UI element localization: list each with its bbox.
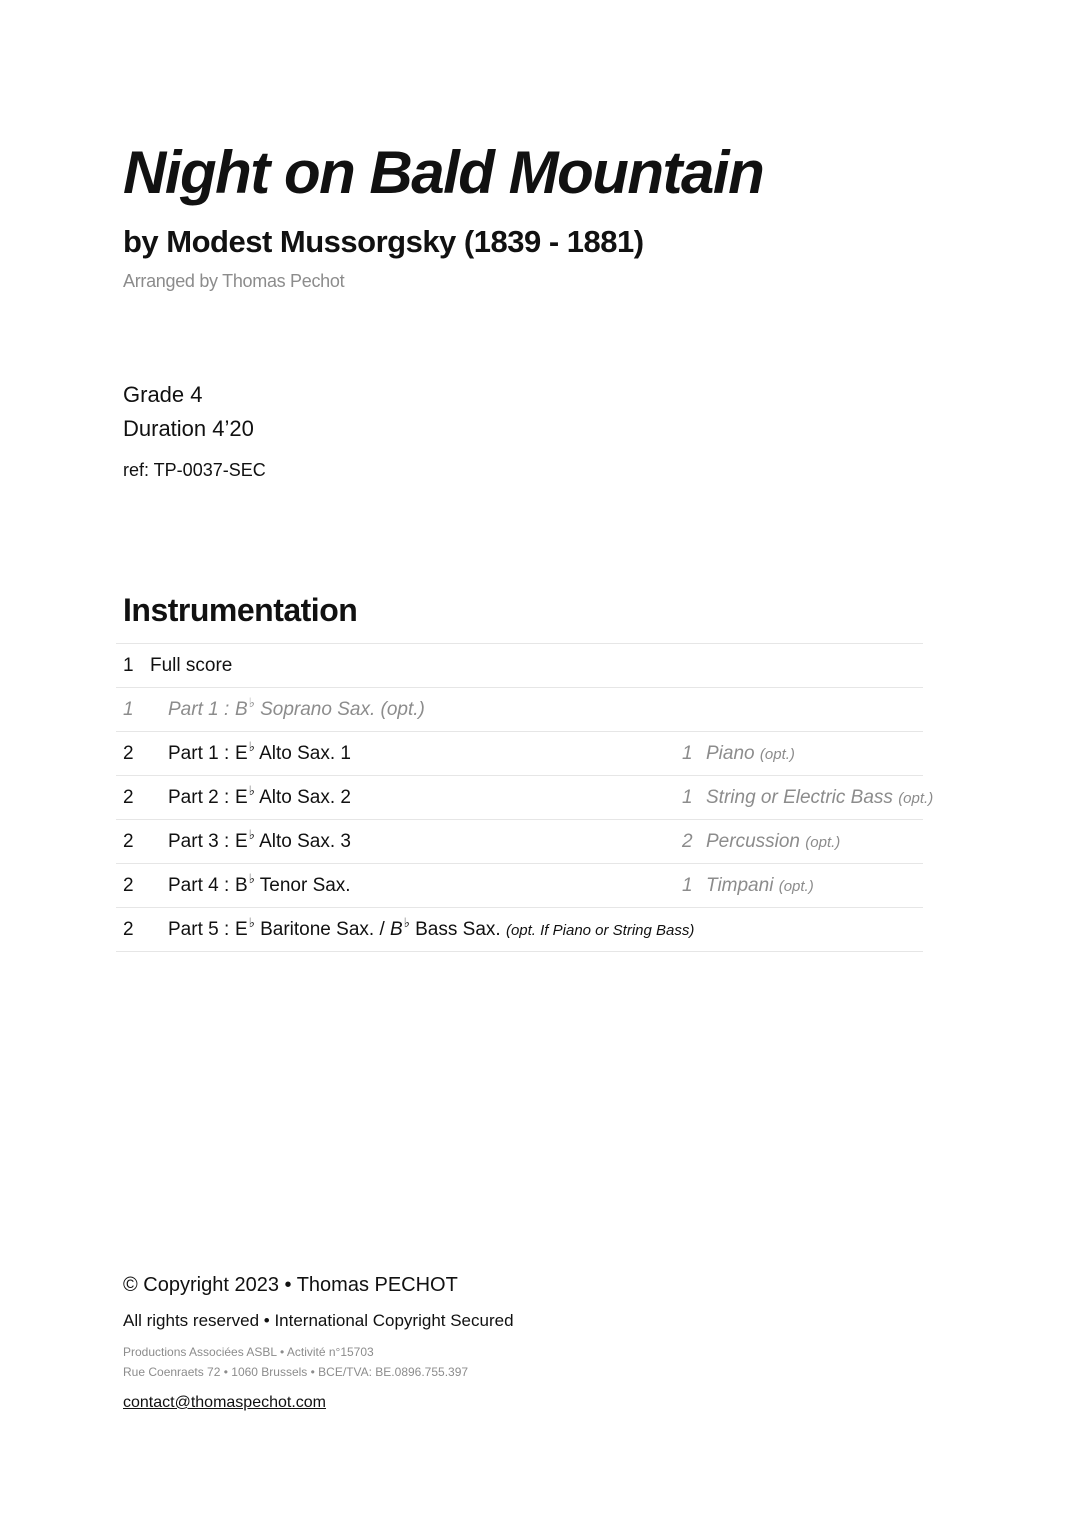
flat-symbol: ♭ <box>248 827 255 842</box>
row-quantity: 1 <box>123 699 134 720</box>
row-instrument <box>235 688 425 732</box>
right-instrument-name: String or Electric Bass <box>706 787 893 808</box>
right-instrument-name: Timpani <box>706 875 774 896</box>
duration-text: Duration 4’20 <box>123 416 254 441</box>
key-letter: B <box>235 699 248 720</box>
table-row <box>116 688 923 732</box>
optional-note: (opt.) <box>778 878 814 895</box>
flat-symbol: ♭ <box>248 783 255 798</box>
row-part: Part 5 : <box>168 919 230 940</box>
table-row <box>116 908 923 952</box>
rights-line: All rights reserved • International Copyright Secured <box>123 1311 514 1330</box>
flat-symbol: ♭ <box>248 739 255 754</box>
right-instrument-name: Piano <box>706 743 755 764</box>
optional-note: (opt.) <box>898 790 934 807</box>
row-part: Part 1 : <box>168 699 230 720</box>
instrument-name: Soprano Sax. (opt.) <box>260 699 425 720</box>
right-quantity: 2 <box>682 831 693 852</box>
publisher-line: Productions Associées ASBL • Activité n°15703 <box>123 1345 374 1359</box>
row-instrument <box>235 820 351 864</box>
row-quantity: 2 <box>123 875 134 896</box>
flat-symbol: ♭ <box>248 915 255 930</box>
row-part: Part 4 : <box>168 875 230 896</box>
right-quantity: 1 <box>682 875 693 896</box>
copyright-line: © Copyright 2023 • Thomas PECHOT <box>123 1274 458 1296</box>
right-instrument <box>706 864 814 908</box>
row-part: Part 2 : <box>168 787 230 808</box>
row-part: Part 1 : <box>168 743 230 764</box>
flat-symbol: ♭ <box>248 695 255 710</box>
page-title: Night on Bald Mountain <box>123 139 764 206</box>
right-instrument-name: Percussion <box>706 831 800 852</box>
reference-code: ref: TP-0037-SEC <box>123 460 266 480</box>
row-quantity: 2 <box>123 831 134 852</box>
composer-line: by Modest Mussorgsky (1839 - 1881) <box>123 224 644 259</box>
row-quantity: 2 <box>123 919 134 940</box>
row-instrument <box>235 776 351 820</box>
grade-text: Grade 4 <box>123 382 203 407</box>
key-letter: E <box>235 743 248 764</box>
row-quantity: 1 <box>123 655 134 676</box>
optional-note: (opt.) <box>805 834 841 851</box>
row-label: Full score <box>150 655 233 676</box>
key-letter: E <box>235 919 248 940</box>
right-instrument <box>706 776 933 820</box>
instrument-name: Baritone Sax. / <box>260 919 385 940</box>
instrument-name: Alto Sax. 2 <box>259 787 351 808</box>
table-row <box>116 820 923 864</box>
table-row-full-score <box>116 644 923 688</box>
instrumentation-table <box>116 643 934 952</box>
right-instrument <box>706 820 840 864</box>
flat-symbol: ♭ <box>248 871 255 886</box>
contact-email-link[interactable]: contact@thomaspechot.com <box>123 1394 327 1411</box>
row-instrument <box>235 908 694 952</box>
row-part: Part 3 : <box>168 831 230 852</box>
key-letter: E <box>235 787 248 808</box>
instrument-name: Tenor Sax. <box>259 875 351 896</box>
table-row <box>116 864 923 908</box>
key-letter: B <box>390 919 403 940</box>
row-quantity: 2 <box>123 787 134 808</box>
instrument-name: Alto Sax. 1 <box>259 743 351 764</box>
arranger-line: Arranged by Thomas Pechot <box>123 271 345 291</box>
right-instrument <box>706 732 795 776</box>
row-instrument <box>235 732 351 776</box>
table-row <box>116 776 934 820</box>
instrument-name: Bass Sax. <box>415 919 501 940</box>
right-quantity: 1 <box>682 787 693 808</box>
key-letter: B <box>235 875 248 896</box>
right-quantity: 1 <box>682 743 693 764</box>
row-quantity: 2 <box>123 743 134 764</box>
key-letter: E <box>235 831 248 852</box>
row-instrument <box>235 864 351 908</box>
address-line: Rue Coenraets 72 • 1060 Brussels • BCE/TVA: BE.0896.755.397 <box>123 1365 469 1379</box>
instrumentation-heading: Instrumentation <box>123 592 358 628</box>
optional-note: (opt.) <box>759 746 795 763</box>
table-row <box>116 732 923 776</box>
optional-note: (opt. If Piano or String Bass) <box>505 922 695 939</box>
instrument-name: Alto Sax. 3 <box>259 831 351 852</box>
flat-symbol: ♭ <box>403 915 410 930</box>
